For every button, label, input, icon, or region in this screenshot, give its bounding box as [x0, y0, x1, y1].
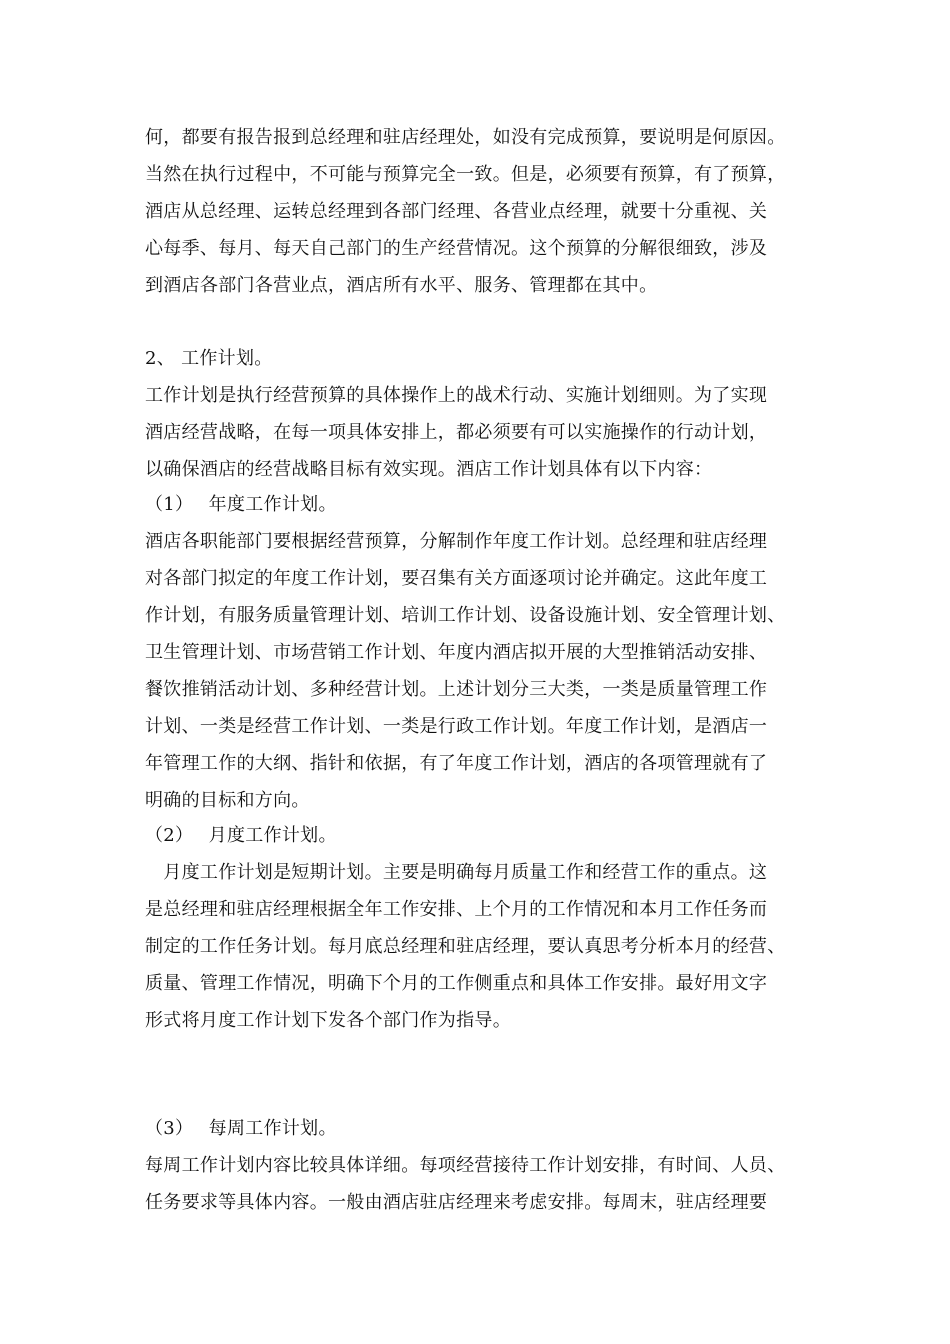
text-line: 当然在执行过程中，不可能与预算完全一致。但是，必须要有预算，有了预算， — [145, 164, 786, 185]
text-line: 酒店从总经理、运转总经理到各部门经理、各营业点经理，就要十分重视、关 — [145, 201, 768, 222]
text-line: 计划、一类是经营工作计划、一类是行政工作计划。年度工作计划，是酒店一 — [145, 716, 768, 737]
subsection-heading: （2） 月度工作计划。 — [145, 825, 337, 846]
subsection-heading: （1） 年度工作计划。 — [145, 494, 337, 515]
text-line: 工作计划是执行经营预算的具体操作上的战术行动、实施计划细则。为了实现 — [145, 385, 768, 406]
text-line: 年管理工作的大纲、指针和依据，有了年度工作计划，酒店的各项管理就有了 — [145, 753, 768, 774]
text-line: 对各部门拟定的年度工作计划，要召集有关方面逐项讨论并确定。这此年度工 — [145, 568, 768, 589]
text-line: 每周工作计划内容比较具体详细。每项经营接待工作计划安排，有时间、人员、 — [145, 1155, 786, 1176]
text-line: 餐饮推销活动计划、多种经营计划。上述计划分三大类，一类是质量管理工作 — [145, 679, 768, 700]
text-line: 是总经理和驻店经理根据全年工作安排、上个月的工作情况和本月工作任务而 — [145, 899, 768, 920]
text-line: 心每季、每月、每天自己部门的生产经营情况。这个预算的分解很细致，涉及 — [145, 238, 768, 259]
text-line: 卫生管理计划、市场营销工作计划、年度内酒店拟开展的大型推销活动安排、 — [145, 642, 768, 663]
text-line: 到酒店各部门各营业点，酒店所有水平、服务、管理都在其中。 — [145, 275, 658, 296]
text-line: 作计划，有服务质量管理计划、培训工作计划、设备设施计划、安全管理计划、 — [145, 605, 786, 626]
text-line: 以确保酒店的经营战略目标有效实现。酒店工作计划具体有以下内容： — [145, 459, 713, 480]
text-line: 酒店经营战略，在每一项具体安排上，都必须要有可以实施操作的行动计划， — [145, 422, 768, 443]
subsection-heading: （3） 每周工作计划。 — [145, 1118, 337, 1139]
text-line: 形式将月度工作计划下发各个部门作为指导。 — [145, 1010, 511, 1031]
text-line: 何，都要有报告报到总经理和驻店经理处，如没有完成预算，要说明是何原因。 — [145, 127, 786, 148]
section-heading: 2、 工作计划。 — [145, 348, 273, 369]
text-line: 月度工作计划是短期计划。主要是明确每月质量工作和经营工作的重点。这 — [145, 862, 768, 883]
text-line: 明确的目标和方向。 — [145, 790, 310, 811]
text-line: 质量、管理工作情况，明确下个月的工作侧重点和具体工作安排。最好用文字 — [145, 973, 768, 994]
text-line: 任务要求等具体内容。一般由酒店驻店经理来考虑安排。每周末，驻店经理要 — [145, 1192, 768, 1213]
text-line: 酒店各职能部门要根据经营预算，分解制作年度工作计划。总经理和驻店经理 — [145, 531, 768, 552]
text-line: 制定的工作任务计划。每月底总经理和驻店经理，要认真思考分析本月的经营、 — [145, 936, 786, 957]
